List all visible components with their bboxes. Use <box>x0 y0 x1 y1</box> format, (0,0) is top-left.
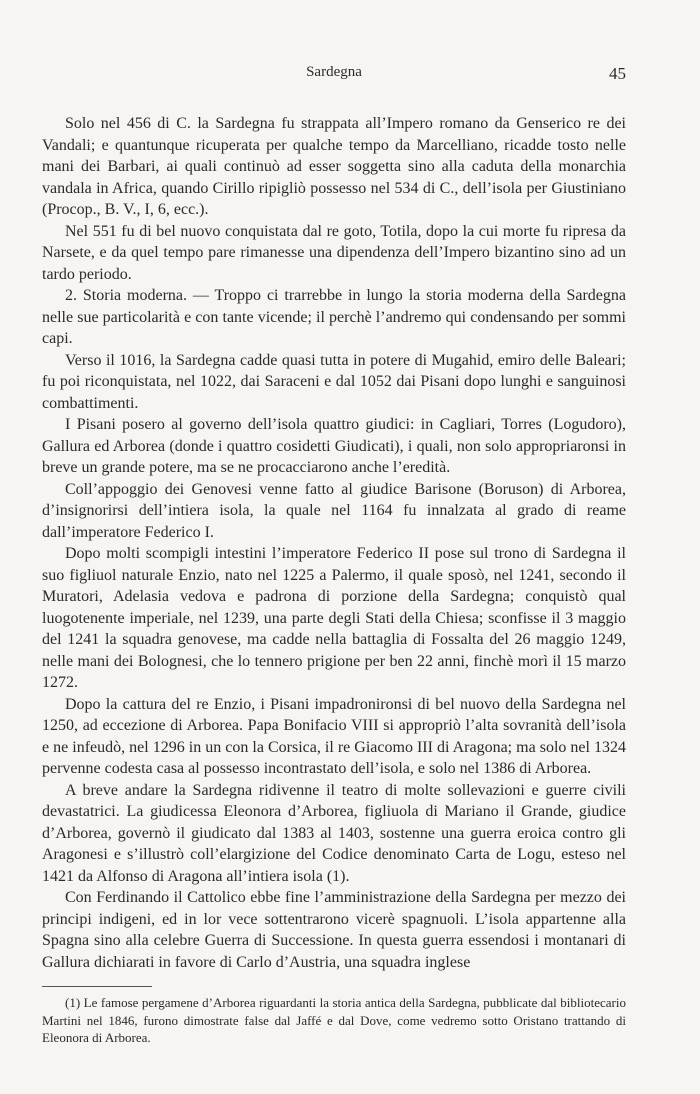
paragraph: Nel 551 fu di bel nuovo conquistata dal re goto, Totila, dopo la cui morte fu ripresa da Narsete, e da quel tempo pare rimanesse una dipendenza dell’Impero bizantino sino ad un tardo periodo. <box>42 222 626 283</box>
paragraph: Dopo molti scompigli intestini l’imperatore Federico II pose sul trono di Sardegna il suo figliuol naturale Enzio, nato nel 1225 a Palermo, il quale sposò, nel 1241, secondo il Muratori, Adelasia vedova e padrona di porzione della Sardegna; conquistò qual luogotenente imperiale, nel 1239, una parte degli Stati della Chiesa; sconfisse il 3 maggio del 1241 la squadra genovese, ma cadde nella battaglia di Fossalta del 26 maggio 1249, nelle mani dei Bolognesi, che lo tennero prigione per ben 22 anni, finchè morì il 15 marzo 1272. <box>42 545 626 691</box>
main-text <box>42 113 626 973</box>
page-number: 45 <box>609 64 626 83</box>
paragraph: A breve andare la Sardegna ridivenne il teatro di molte sollevazioni e guerre civili devastatrici. La giudicessa Eleonora d’Arborea, figliuola di Mariano il Grande, giudice d’Arborea, governò il giudicato dal 1383 al 1403, sostenne una guerra eroica contro gli Aragonesi e s’illustrò coll’elargizione del Codice denominato Carta de Logu, esteso nel 1421 da Alfonso di Aragona all’intiera isola (1). <box>42 781 626 885</box>
paragraph: Dopo la cattura del re Enzio, i Pisani impadronironsi di bel nuovo della Sardegna nel 1250, ad eccezione di Arborea. Papa Bonifacio VIII si appropriò l’alta sovranità dell’isola e ne infeudò, nel 1296 in un con la Corsica, il re Giacomo III di Aragona; ma solo nel 1324 pervenne codesta casa al possesso incontrastato dell’isola, e solo nel 1386 di Arborea. <box>42 695 626 777</box>
paragraph: I Pisani posero al governo dell’isola quattro giudici: in Cagliari, Torres (Logudoro), Gallura ed Arborea (donde i quattro cosidetti Giudicati), i quali, non solo appropriaronsi in breve un grande potere, ma se ne procacciarono anche l’eredità. <box>42 416 626 476</box>
paragraph: 2. Storia moderna. — Troppo ci trarrebbe in lungo la storia moderna della Sardegna nelle sue particolarità e con tante vicende; il perchè l’andremo qui condensando per sommi capi. <box>42 287 626 347</box>
footnote-divider <box>42 986 152 987</box>
paragraph: Verso il 1016, la Sardegna cadde quasi tutta in potere di Mugahid, emiro delle Baleari; fu poi riconquistata, nel 1022, dai Saraceni e dal 1052 dai Pisani dopo lunghi e sanguinosi combattimenti. <box>42 351 626 412</box>
running-header <box>42 64 626 86</box>
running-title: Sardegna <box>306 64 362 80</box>
paragraph: Coll’appoggio dei Genovesi venne fatto al giudice Barisone (Boruson) di Arborea, d’insignorirsi dell’intiera isola, la quale nel 1164 fu innalzata al grado di reame dall’imperatore Federico I. <box>42 480 626 541</box>
footnote-text: (1) Le famose pergamene d’Arborea riguardanti la storia antica della Sardegna, pubblicate dal bibliotecario Martini nel 1846, furono dimostrate false dal Jaffé e dal Dove, come vedremo sotto Oristano trattando di Eleonora di Arborea. <box>42 995 626 1045</box>
footnote <box>42 994 626 1047</box>
paragraph: Solo nel 456 di C. la Sardegna fu strappata all’Impero romano da Genserico re dei Vandali; e quantunque ricuperata per qualche tempo da Marcelliano, ricadde tosto nelle mani dei Barbari, ai quali continuò ad esser soggetta sino alla caduta della monarchia vandala in Africa, quando Cirillo ripigliò possesso nel 534 di C., dell’isola per Giustiniano (Procop., B. V., I, 6, ecc.). <box>42 115 626 218</box>
paragraph: Con Ferdinando il Cattolico ebbe fine l’amministrazione della Sardegna per mezzo dei principi indigeni, ed in lor vece sottentrarono vicerè spagnuoli. L’isola appartenne alla Spagna sino alla celebre Guerra di Successione. In questa guerra essendosi i montanari di Gallura dichiarati in favore di Carlo d’Austria, una squadra inglese <box>42 889 626 971</box>
